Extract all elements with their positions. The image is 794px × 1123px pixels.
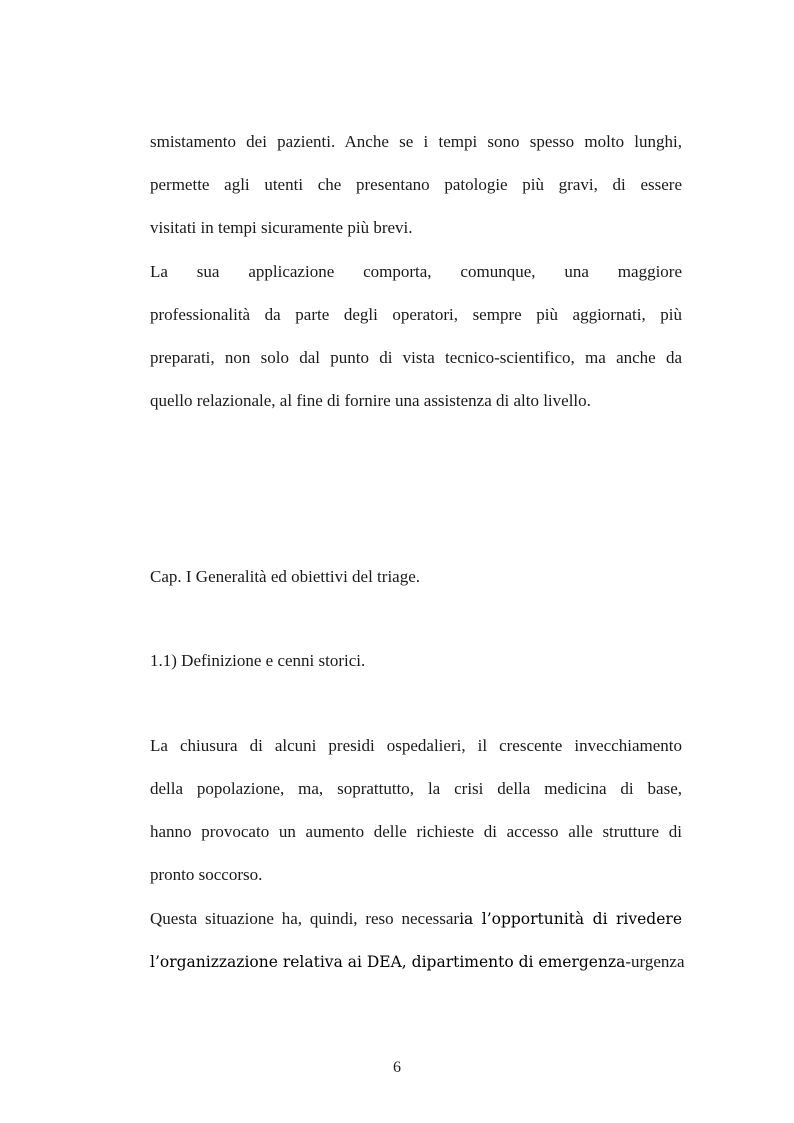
text-run-emphasis: l’organizzazione relativa ai DEA, dipartimento di emergenza [150,953,626,971]
text-line: La sua applicazione comporta, comunque, una maggiore [150,262,682,281]
text-line: permette agli utenti che presentano patologie più gravi, di essere [150,175,682,194]
text-line: pronto soccorso. [150,865,263,884]
text-line: quello relazionale, al fine di fornire una assistenza di alto livello. [150,391,591,410]
text-line: visitati in tempi sicuramente più brevi. [150,218,413,237]
paragraph-situation [150,908,685,994]
page-number: 6 [393,1059,401,1076]
text-run-emphasis: ia l’opportunità di rivedere [459,910,682,928]
text-line: professionalità da parte degli operatori, sempre più aggiornati, più [150,305,682,324]
text-line [150,908,682,951]
paragraph-continuation [150,131,682,260]
text-line: La chiusura di alcuni presidi ospedalieri, il crescente invecchiamento [150,736,682,755]
text-run: Questa situazione ha, quindi, reso necessar [150,909,460,928]
chapter-title: Cap. I Generalità ed obiettivi del triage. [150,567,421,586]
text-run: -urgenza [625,952,685,971]
text-line: preparati, non solo dal punto di vista tecnico-scientifico, ma anche da [150,348,682,367]
text-line: della popolazione, ma, soprattutto, la crisi della medicina di base, [150,779,682,798]
paragraph-closures [150,735,682,907]
text-line: smistamento dei pazienti. Anche se i tempi sono spesso molto lunghi, [150,132,682,151]
paragraph-application [150,261,682,433]
text-line: hanno provocato un aumento delle richieste di accesso alle strutture di [150,822,682,841]
section-title: 1.1) Definizione e cenni storici. [150,651,366,670]
text-line [150,951,685,994]
